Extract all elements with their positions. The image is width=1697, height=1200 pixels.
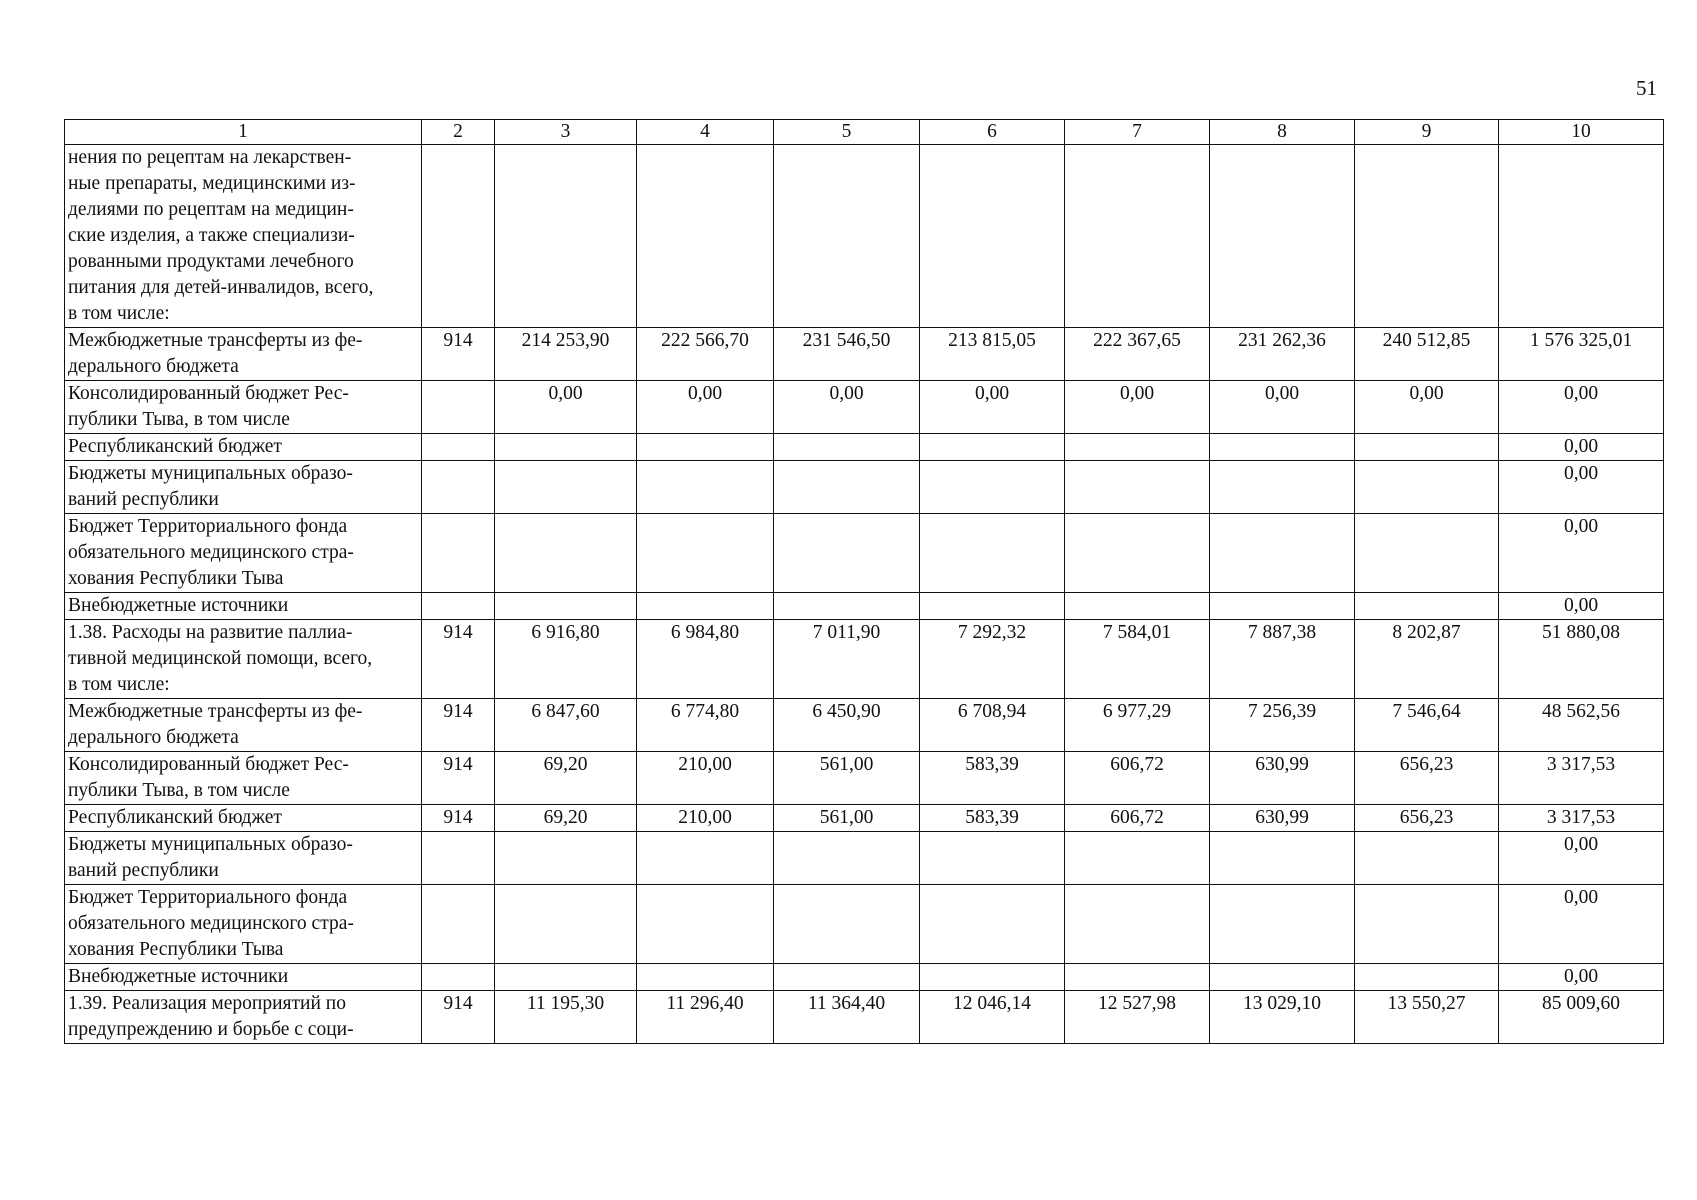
table-cell: 85 009,60 xyxy=(1499,991,1664,1044)
table-cell xyxy=(774,964,920,991)
row-label: 1.38. Расходы на развитие паллиа- тивной медицинской помощи, всего, в том числе: xyxy=(65,620,422,699)
table-cell: 69,20 xyxy=(495,752,637,805)
table-cell xyxy=(920,514,1065,593)
table-cell xyxy=(920,832,1065,885)
table-cell xyxy=(422,145,495,328)
table-cell: 1 576 325,01 xyxy=(1499,328,1664,381)
table-cell: 6 450,90 xyxy=(774,699,920,752)
table-row xyxy=(65,145,1664,328)
table-cell: 0,00 xyxy=(1499,885,1664,964)
table-cell xyxy=(920,593,1065,620)
table-cell: 48 562,56 xyxy=(1499,699,1664,752)
table-cell: 214 253,90 xyxy=(495,328,637,381)
table-cell: 630,99 xyxy=(1210,752,1355,805)
table-body xyxy=(65,120,1664,1044)
table-row xyxy=(65,752,1664,805)
table-cell: 11 195,30 xyxy=(495,991,637,1044)
table-cell xyxy=(422,434,495,461)
table-cell xyxy=(637,964,774,991)
row-label: Бюджеты муниципальных образо- ваний республики xyxy=(65,461,422,514)
table-cell xyxy=(920,461,1065,514)
table-cell: 7 584,01 xyxy=(1065,620,1210,699)
table-cell: 6 984,80 xyxy=(637,620,774,699)
table-cell: 231 262,36 xyxy=(1210,328,1355,381)
table-cell xyxy=(774,145,920,328)
table-cell xyxy=(920,434,1065,461)
row-label: Республиканский бюджет xyxy=(65,805,422,832)
column-header-3: 3 xyxy=(495,120,637,145)
table-row xyxy=(65,461,1664,514)
table-cell xyxy=(1355,514,1499,593)
table-cell: 0,00 xyxy=(774,381,920,434)
column-header-4: 4 xyxy=(637,120,774,145)
table-cell xyxy=(637,434,774,461)
table-cell xyxy=(774,461,920,514)
table-cell xyxy=(422,964,495,991)
table-cell: 11 364,40 xyxy=(774,991,920,1044)
table-row xyxy=(65,593,1664,620)
table-cell xyxy=(1210,593,1355,620)
table-row xyxy=(65,434,1664,461)
table-cell xyxy=(774,593,920,620)
table-cell xyxy=(422,593,495,620)
table-cell xyxy=(637,593,774,620)
table-row xyxy=(65,832,1664,885)
table-cell: 3 317,53 xyxy=(1499,752,1664,805)
table-cell xyxy=(1355,593,1499,620)
table-cell xyxy=(495,964,637,991)
table-cell xyxy=(1065,832,1210,885)
table-cell xyxy=(495,832,637,885)
table-cell: 583,39 xyxy=(920,805,1065,832)
table-cell xyxy=(1065,514,1210,593)
table-cell: 583,39 xyxy=(920,752,1065,805)
table-cell xyxy=(422,832,495,885)
table-cell: 561,00 xyxy=(774,752,920,805)
budget-table xyxy=(64,119,1664,1044)
table-row xyxy=(65,991,1664,1044)
table-cell: 0,00 xyxy=(1210,381,1355,434)
table-cell: 606,72 xyxy=(1065,805,1210,832)
table-cell: 0,00 xyxy=(637,381,774,434)
table-cell xyxy=(774,885,920,964)
table-cell xyxy=(422,381,495,434)
table-cell: 222 367,65 xyxy=(1065,328,1210,381)
row-label: Бюджет Территориального фонда обязательного медицинского стра- хования Республики Тыва xyxy=(65,885,422,964)
table-cell: 6 977,29 xyxy=(1065,699,1210,752)
table-cell: 7 256,39 xyxy=(1210,699,1355,752)
table-cell: 8 202,87 xyxy=(1355,620,1499,699)
table-cell: 231 546,50 xyxy=(774,328,920,381)
table-cell: 0,00 xyxy=(1499,381,1664,434)
table-row xyxy=(65,620,1664,699)
table-cell: 7 011,90 xyxy=(774,620,920,699)
table-cell xyxy=(422,461,495,514)
table-cell: 0,00 xyxy=(1499,461,1664,514)
table-cell xyxy=(1065,434,1210,461)
table-row xyxy=(65,328,1664,381)
table-cell xyxy=(1210,145,1355,328)
table-cell xyxy=(1355,461,1499,514)
table-cell xyxy=(1210,461,1355,514)
table-cell: 0,00 xyxy=(1499,964,1664,991)
table-cell: 0,00 xyxy=(1499,514,1664,593)
table-cell xyxy=(422,885,495,964)
row-label: Межбюджетные трансферты из фе- дерального бюджета xyxy=(65,699,422,752)
row-label: 1.39. Реализация мероприятий по предупреждению и борьбе с соци- xyxy=(65,991,422,1044)
table-cell: 7 887,38 xyxy=(1210,620,1355,699)
table-cell xyxy=(1355,145,1499,328)
table-cell: 0,00 xyxy=(920,381,1065,434)
table-cell xyxy=(637,514,774,593)
table-cell: 13 029,10 xyxy=(1210,991,1355,1044)
table-cell xyxy=(920,145,1065,328)
table-cell xyxy=(495,434,637,461)
row-label: Бюджеты муниципальных образо- ваний республики xyxy=(65,832,422,885)
table-cell: 240 512,85 xyxy=(1355,328,1499,381)
table-cell xyxy=(637,832,774,885)
table-row xyxy=(65,514,1664,593)
table-cell xyxy=(1065,461,1210,514)
table-cell xyxy=(1065,145,1210,328)
table-cell: 914 xyxy=(422,752,495,805)
row-label: Внебюджетные источники xyxy=(65,593,422,620)
table-cell xyxy=(1210,964,1355,991)
table-cell: 914 xyxy=(422,991,495,1044)
table-cell xyxy=(1355,434,1499,461)
table-cell: 606,72 xyxy=(1065,752,1210,805)
table-cell xyxy=(774,514,920,593)
table-cell xyxy=(1355,964,1499,991)
column-header-1: 1 xyxy=(65,120,422,145)
table-cell: 914 xyxy=(422,699,495,752)
column-header-10: 10 xyxy=(1499,120,1664,145)
table-cell: 656,23 xyxy=(1355,752,1499,805)
table-cell: 6 708,94 xyxy=(920,699,1065,752)
table-cell: 7 546,64 xyxy=(1355,699,1499,752)
table-cell: 210,00 xyxy=(637,805,774,832)
table-cell: 13 550,27 xyxy=(1355,991,1499,1044)
row-label: Консолидированный бюджет Рес- публики Тыва, в том числе xyxy=(65,381,422,434)
row-label: Межбюджетные трансферты из фе- дерального бюджета xyxy=(65,328,422,381)
table-cell: 6 774,80 xyxy=(637,699,774,752)
table-cell xyxy=(1210,514,1355,593)
column-header-6: 6 xyxy=(920,120,1065,145)
column-header-9: 9 xyxy=(1355,120,1499,145)
table-row xyxy=(65,885,1664,964)
table-cell xyxy=(637,461,774,514)
table-cell: 630,99 xyxy=(1210,805,1355,832)
table-cell xyxy=(920,885,1065,964)
table-cell xyxy=(920,964,1065,991)
table-cell xyxy=(774,434,920,461)
table-cell: 0,00 xyxy=(1499,832,1664,885)
table-cell: 0,00 xyxy=(1065,381,1210,434)
table-cell xyxy=(495,461,637,514)
table-cell xyxy=(1065,593,1210,620)
table-cell xyxy=(774,832,920,885)
table-cell: 6 847,60 xyxy=(495,699,637,752)
table-cell: 914 xyxy=(422,620,495,699)
table-cell: 0,00 xyxy=(1499,593,1664,620)
table-cell: 0,00 xyxy=(495,381,637,434)
table-cell: 210,00 xyxy=(637,752,774,805)
table-row xyxy=(65,699,1664,752)
column-header-8: 8 xyxy=(1210,120,1355,145)
table-cell xyxy=(1499,145,1664,328)
table-cell: 0,00 xyxy=(1499,434,1664,461)
table-cell xyxy=(1210,885,1355,964)
table-cell xyxy=(1355,832,1499,885)
table-cell: 12 046,14 xyxy=(920,991,1065,1044)
table-cell xyxy=(637,145,774,328)
table-row xyxy=(65,805,1664,832)
table-cell: 6 916,80 xyxy=(495,620,637,699)
table-cell: 3 317,53 xyxy=(1499,805,1664,832)
row-label: Республиканский бюджет xyxy=(65,434,422,461)
table-row xyxy=(65,964,1664,991)
table-cell: 213 815,05 xyxy=(920,328,1065,381)
table-cell: 561,00 xyxy=(774,805,920,832)
row-label: нения по рецептам на лекарствен- ные препараты, медицинскими из- делиями по рецептам на медицин- ские изделия, а также специализи- рованными продуктами лечебного питания для детей-инвалидов, всего, в том числе: xyxy=(65,145,422,328)
table-cell xyxy=(1355,885,1499,964)
table-cell: 7 292,32 xyxy=(920,620,1065,699)
header-row xyxy=(65,120,1664,145)
table-cell xyxy=(1210,434,1355,461)
table-cell xyxy=(422,514,495,593)
table-cell: 914 xyxy=(422,328,495,381)
table-cell xyxy=(495,514,637,593)
table-cell xyxy=(495,885,637,964)
table-cell xyxy=(637,885,774,964)
table-cell xyxy=(1210,832,1355,885)
page-number: 51 xyxy=(1636,76,1657,100)
row-label: Консолидированный бюджет Рес- публики Тыва, в том числе xyxy=(65,752,422,805)
table-cell xyxy=(1065,885,1210,964)
table-cell: 11 296,40 xyxy=(637,991,774,1044)
table-cell: 51 880,08 xyxy=(1499,620,1664,699)
table-cell: 0,00 xyxy=(1355,381,1499,434)
table-cell: 656,23 xyxy=(1355,805,1499,832)
table-cell: 12 527,98 xyxy=(1065,991,1210,1044)
table-cell xyxy=(495,145,637,328)
column-header-5: 5 xyxy=(774,120,920,145)
table-cell xyxy=(1065,964,1210,991)
row-label: Внебюджетные источники xyxy=(65,964,422,991)
table-cell: 222 566,70 xyxy=(637,328,774,381)
row-label: Бюджет Территориального фонда обязательного медицинского стра- хования Республики Тыва xyxy=(65,514,422,593)
table-cell: 69,20 xyxy=(495,805,637,832)
table-cell: 914 xyxy=(422,805,495,832)
column-header-2: 2 xyxy=(422,120,495,145)
column-header-7: 7 xyxy=(1065,120,1210,145)
table-row xyxy=(65,381,1664,434)
table-cell xyxy=(495,593,637,620)
